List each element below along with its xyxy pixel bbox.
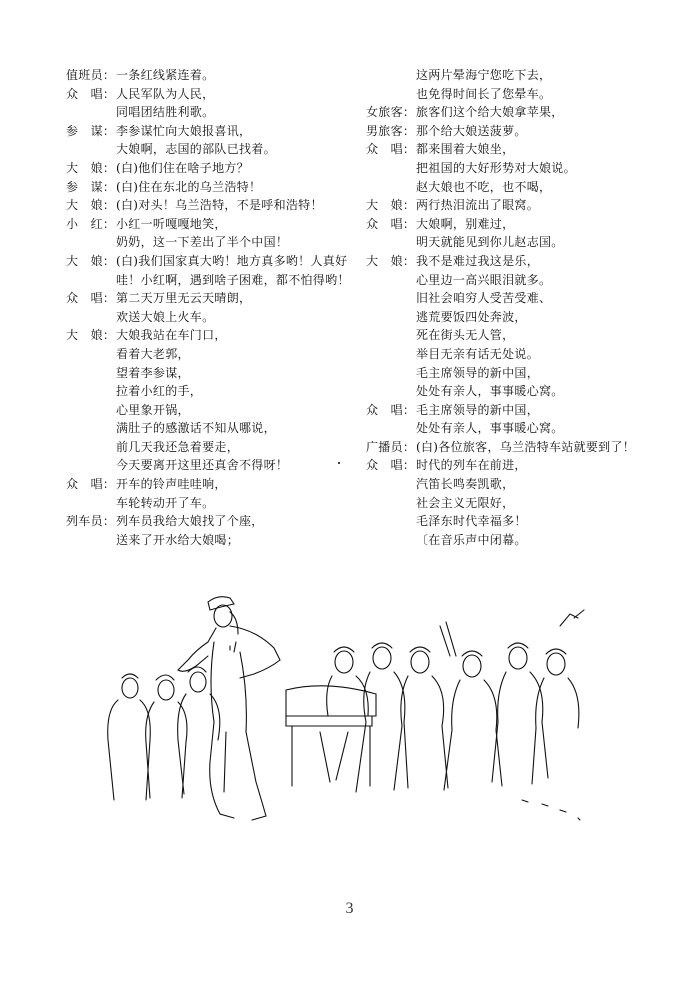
stray-mark [338,462,340,464]
script-line [366,252,666,271]
script-line [366,66,666,85]
line-text: 前几天我还急着要走， [116,439,240,454]
speaker-label [366,382,416,401]
speaker-label: 男旅客： [366,123,416,138]
script-line [366,159,666,178]
line-text: (白)他们住在啥子地方？ [116,160,249,175]
speaker-label [66,456,116,475]
script-line [366,475,666,494]
line-text: 处处有亲人，事事暖心窝。 [416,384,564,399]
speaker-label: 大 娘： [366,253,416,268]
script-line [66,271,356,290]
speaker-label: 值班员： [66,68,116,82]
speaker-label: 小 红： [66,216,116,231]
script-line [366,178,666,197]
line-text: 车轮转动开了车。 [116,495,215,510]
script-line [366,289,666,308]
line-text: 毛主席领导的新中国， [416,365,540,380]
speaker-label [66,531,116,550]
speaker-label [66,419,116,438]
line-text: 汽笛长鸣奏凯歌， [416,477,515,492]
script-line [66,419,356,438]
script-line [66,401,356,420]
script-line [66,531,356,550]
line-text: (白)各位旅客，乌兰浩特车站就要到了！ [416,439,636,454]
line-text: 也免得时间长了您晕车。 [416,86,552,101]
line-text: 一条红线紧连着。 [116,68,215,82]
speaker-label: 大 娘： [66,328,116,343]
script-line [366,401,666,420]
script-line [366,122,666,141]
script-line [66,382,356,401]
line-text: 大娘啊，志国的部队已找着。 [116,142,276,157]
speaker-label [366,85,416,104]
speaker-label [366,475,416,494]
script-line [66,215,356,234]
speaker-label [66,382,116,401]
speaker-label [366,271,416,290]
speaker-label: 大 娘： [66,253,116,268]
speaker-label [366,364,416,383]
line-text: 哇！小红啊，遇到啥子困难，都不怕得哟！ [116,272,350,287]
line-text: 赵大娘也不吃，也不喝， [416,179,552,194]
speaker-label: 参 谋： [66,123,116,138]
script-line [366,364,666,383]
script-line [66,140,356,159]
line-text: 这两片晕海宁您吃下去， [416,68,552,82]
speaker-label [366,419,416,438]
script-line [66,233,356,252]
speaker-label [66,271,116,290]
script-line [366,140,666,159]
line-text: 两行热泪流出了眼窝。 [416,198,540,213]
script-line [66,252,356,271]
speaker-label [66,401,116,420]
speaker-label [366,233,416,252]
speaker-label [366,66,416,85]
line-text: 我不是难过我这是乐， [416,253,540,268]
line-text: 毛主席领导的新中国， [416,402,540,417]
seated-figures-right [327,610,584,792]
speaker-label [366,326,416,345]
line-text: (白)对头！乌兰浩特，不是呼和浩特！ [116,198,323,213]
speaker-label [366,159,416,178]
speaker-label [366,308,416,327]
line-text: 看着大老郭， [116,346,190,361]
line-text: 送来了开水给大娘喝； [116,532,240,547]
script-line [366,438,666,457]
line-text: 列车员我给大娘找了个座， [116,514,264,529]
speaker-label [66,103,116,122]
speaker-label [66,494,116,513]
speaker-label [366,345,416,364]
script-line [66,475,356,494]
line-text: 欢送大娘上火车。 [116,309,215,324]
script-line [66,494,356,513]
line-text: 心里边一高兴眼泪就多。 [416,272,552,287]
speaker-label [66,364,116,383]
script-line [366,271,666,290]
right-column [366,66,666,549]
script-line [366,308,666,327]
speaker-label: 众 唱： [366,216,416,231]
line-text: 拉着小红的手， [116,384,203,399]
script-line [66,289,356,308]
left-column [66,66,356,549]
seated-figures-left [108,667,220,800]
speaker-label: 列车员： [66,514,116,529]
speaker-label [66,308,116,327]
line-text: 同唱团结胜利歌。 [116,105,215,120]
speaker-label: 大 娘： [366,198,416,213]
speaker-label: 众 唱： [66,477,116,492]
line-text: 心里象开锅， [116,402,190,417]
page-number: 3 [345,900,354,917]
script-line [366,419,666,438]
script-line [66,438,356,457]
line-text: 大娘啊，别难过， [416,216,515,231]
speaker-label: 众 唱： [66,291,116,306]
line-text: 望着李参谋， [116,365,190,380]
line-text: 那个给大娘送菠萝。 [416,123,527,138]
line-text: 开车的铃声哇哇响， [116,477,227,492]
line-text: 社会主义无限好， [416,495,515,510]
script-line [66,103,356,122]
script-line [366,326,666,345]
speaker-label [366,531,416,550]
line-text: 满肚子的感激话不知从哪说， [116,421,276,436]
line-text: 旅客们这个给大娘拿苹果， [416,105,564,120]
script-line [66,122,356,141]
script-line [66,326,356,345]
line-text: 逃荒要饭四处奔波， [416,309,527,324]
script-line [66,178,356,197]
line-text: 人民军队为人民， [116,86,215,101]
script-line [366,512,666,531]
line-text: 都来围着大娘坐， [416,142,515,157]
script-line [66,456,356,475]
script-line [366,215,666,234]
speaker-label: 众 唱： [366,458,416,473]
line-text: 时代的列车在前进， [416,458,527,473]
speaker-label [66,345,116,364]
line-text: 处处有亲人，事事暖心窝。 [416,421,564,436]
line-text: 毛泽东时代幸福多！ [416,514,527,529]
speaker-label [366,178,416,197]
line-text: 第二天万里无云天晴朗， [116,291,252,306]
script-line [66,196,356,215]
script-line [66,364,356,383]
line-text: 李参谋忙向大娘报喜讯， [116,123,252,138]
speaker-label: 众 唱： [66,86,116,101]
script-line [366,103,666,122]
line-text: (白)我们国家真大哟！地方真多哟！人真好 [116,253,348,268]
line-text: (白)住在东北的乌兰浩特！ [116,179,262,194]
script-line [366,233,666,252]
line-text: 死在街头无人管， [416,328,515,343]
script-line [366,345,666,364]
line-text: 小红一听嘎嘎地笑， [116,216,227,231]
speaker-label [66,233,116,252]
speaker-label [366,494,416,513]
standing-woman-figure [178,597,280,820]
script-line [366,196,666,215]
speaker-label: 大 娘： [66,160,116,175]
speaker-label: 众 唱： [366,402,416,417]
line-text: 〔在音乐声中闭幕。 [416,532,527,547]
script-line [66,159,356,178]
line-text: 今天要离开这里还真舍不得呀！ [116,458,289,473]
table [286,686,376,786]
script-line [66,308,356,327]
script-line [366,456,666,475]
speaker-label: 女旅客： [366,105,416,120]
line-text: 大娘我站在车门口， [116,328,227,343]
script-line [366,531,666,550]
script-line [366,85,666,104]
script-line [66,85,356,104]
speaker-label: 参 谋： [66,179,116,194]
speaker-label [66,140,116,159]
line-text: 把祖国的大好形势对大娘说。 [416,160,576,175]
line-text: 明天就能见到你儿赵志国。 [416,235,564,250]
speaker-label: 大 娘： [66,198,116,213]
script-line [66,345,356,364]
speaker-label [366,289,416,308]
line-text: 举目无亲有话无处说。 [416,346,540,361]
line-text: 奶奶，这一下差出了半个中国！ [116,235,289,250]
script-line [366,382,666,401]
line-drawing-illustration [90,582,630,832]
speaker-label [366,512,416,531]
speaker-label: 广播员： [366,439,416,454]
script-line [66,66,356,85]
speaker-label: 众 唱： [366,142,416,157]
script-line [66,512,356,531]
script-line [366,494,666,513]
speaker-label [66,438,116,457]
line-text: 旧社会咱穷人受苦受难、 [416,291,552,306]
